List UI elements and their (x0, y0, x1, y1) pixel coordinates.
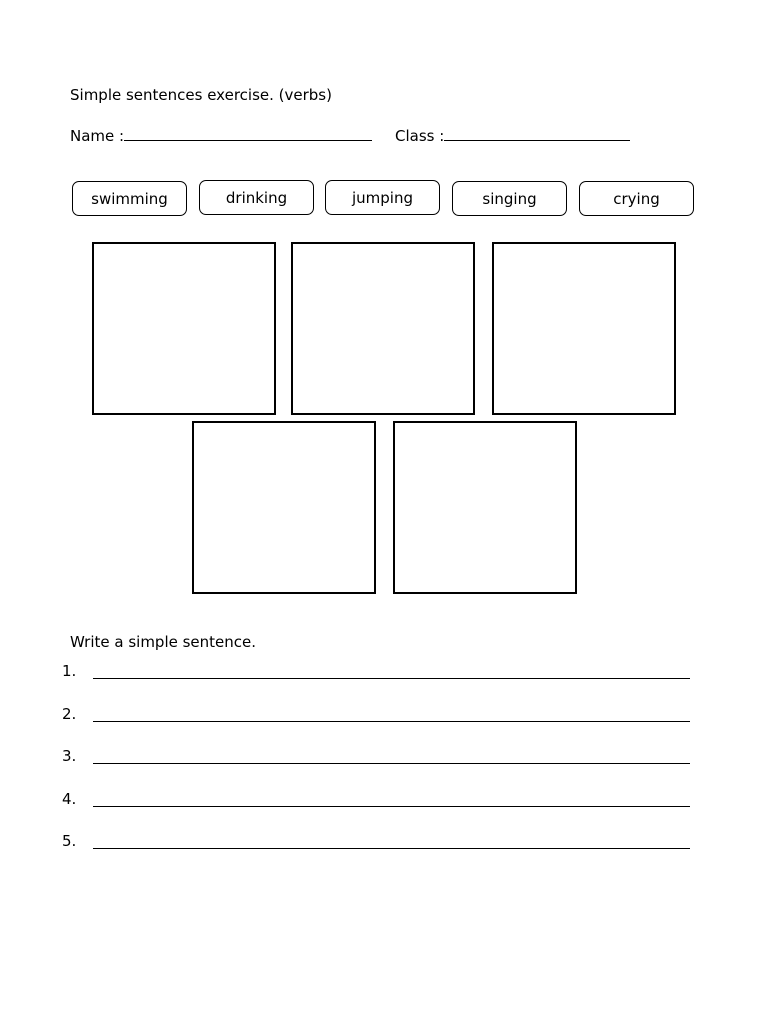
answer-number: 2. (62, 705, 77, 723)
answer-number: 1. (62, 662, 77, 680)
answer-blank[interactable] (93, 848, 690, 849)
picture-box (192, 421, 376, 594)
word-box-crying: crying (579, 181, 694, 216)
picture-box (393, 421, 577, 594)
word-box-drinking: drinking (199, 180, 314, 215)
class-field[interactable] (395, 125, 630, 145)
name-field[interactable] (70, 125, 372, 145)
answer-blank[interactable] (93, 678, 690, 679)
class-label: Class : (395, 127, 445, 145)
answer-blank[interactable] (93, 763, 690, 764)
answer-line[interactable] (62, 662, 690, 682)
answer-number: 3. (62, 747, 77, 765)
name-label: Name : (70, 127, 125, 145)
picture-box (492, 242, 676, 415)
answer-number: 4. (62, 790, 77, 808)
answer-line[interactable] (62, 705, 690, 725)
word-box-singing: singing (452, 181, 567, 216)
answer-line[interactable] (62, 832, 690, 852)
answer-line[interactable] (62, 747, 690, 767)
worksheet-title: Simple sentences exercise. (verbs) (70, 86, 332, 104)
name-blank-line[interactable] (124, 125, 372, 141)
picture-box (291, 242, 475, 415)
answer-line[interactable] (62, 790, 690, 810)
instruction-text: Write a simple sentence. (70, 633, 257, 651)
class-blank-line[interactable] (444, 125, 630, 141)
picture-box (92, 242, 276, 415)
answer-blank[interactable] (93, 806, 690, 807)
word-box-jumping: jumping (325, 180, 440, 215)
answer-number: 5. (62, 832, 77, 850)
answer-blank[interactable] (93, 721, 690, 722)
word-box-swimming: swimming (72, 181, 187, 216)
